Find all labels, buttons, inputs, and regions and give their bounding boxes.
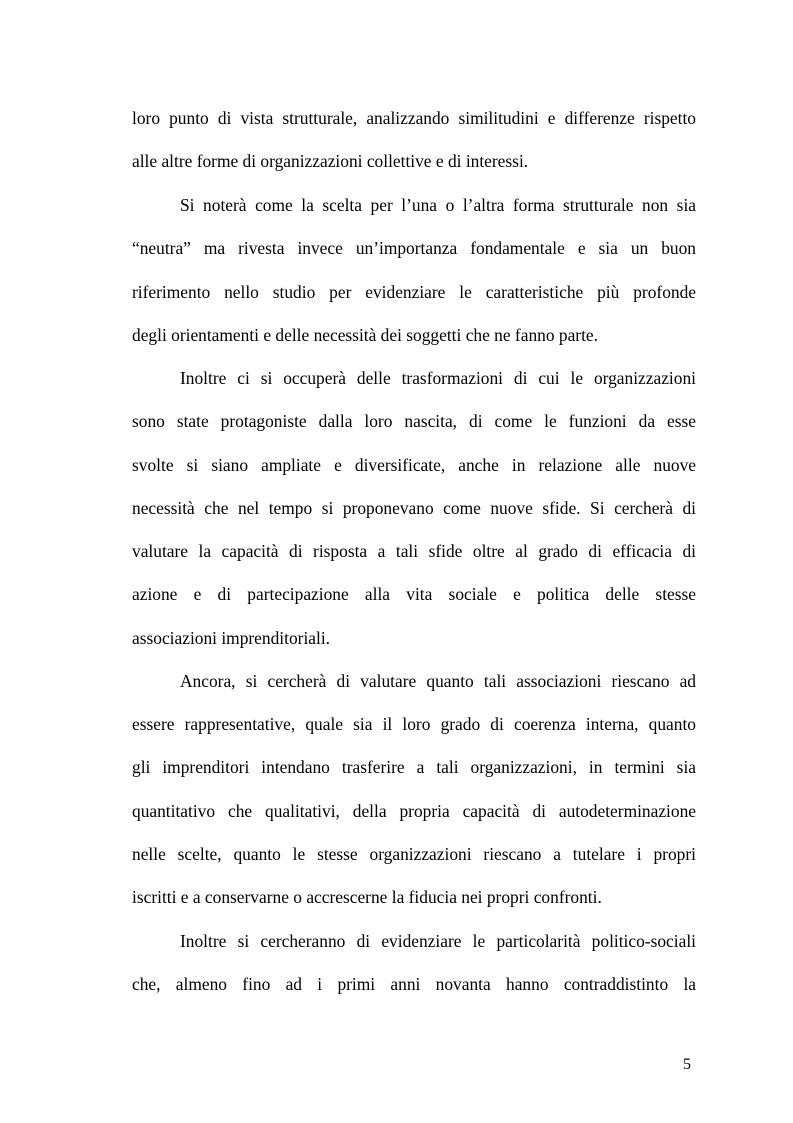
text-line: quantitativo che qualitativi, della propria capacità di autodeterminazione: [132, 801, 696, 821]
paragraph-first-line: Inoltre si cercheranno di evidenziare le particolarità politico-sociali: [180, 931, 696, 951]
paragraph-first-line: Inoltre ci si occuperà delle trasformazioni di cui le organizzazioni: [180, 368, 696, 388]
text-line: riferimento nello studio per evidenziare le caratteristiche più profonde: [132, 282, 696, 302]
text-line: essere rappresentative, quale sia il loro grado di coerenza interna, quanto: [132, 714, 696, 734]
paragraph-first-line: Ancora, si cercherà di valutare quanto tali associazioni riescano ad: [180, 671, 696, 691]
page-number: 5: [683, 1056, 691, 1073]
text-line: necessità che nel tempo si proponevano come nuove sfide. Si cercherà di: [132, 498, 696, 518]
text-line: sono state protagoniste dalla loro nascita, di come le funzioni da esse: [132, 411, 696, 431]
text-line: “neutra” ma rivesta invece un’importanza fondamentale e sia un buon: [132, 238, 696, 258]
text-line: alle altre forme di organizzazioni collettive e di interessi.: [132, 151, 529, 171]
text-line: iscritti e a conservarne o accrescerne la fiducia nei propri confronti.: [132, 887, 602, 907]
text-line: azione e di partecipazione alla vita sociale e politica delle stesse: [132, 584, 696, 604]
text-line: nelle scelte, quanto le stesse organizzazioni riescano a tutelare i propri: [132, 844, 696, 864]
text-line: gli imprenditori intendano trasferire a tali organizzazioni, in termini sia: [132, 757, 696, 777]
text-line: loro punto di vista strutturale, analizzando similitudini e differenze rispetto: [132, 108, 696, 128]
text-line: valutare la capacità di risposta a tali sfide oltre al grado di efficacia di: [132, 541, 696, 561]
text-line: degli orientamenti e delle necessità dei soggetti che ne fanno parte.: [132, 325, 598, 345]
text-line: che, almeno fino ad i primi anni novanta hanno contraddistinto la: [132, 974, 696, 994]
text-line: associazioni imprenditoriali.: [132, 628, 331, 648]
paragraph-first-line: Si noterà come la scelta per l’una o l’altra forma strutturale non sia: [180, 195, 696, 215]
text-line: svolte si siano ampliate e diversificate, anche in relazione alle nuove: [132, 455, 696, 475]
